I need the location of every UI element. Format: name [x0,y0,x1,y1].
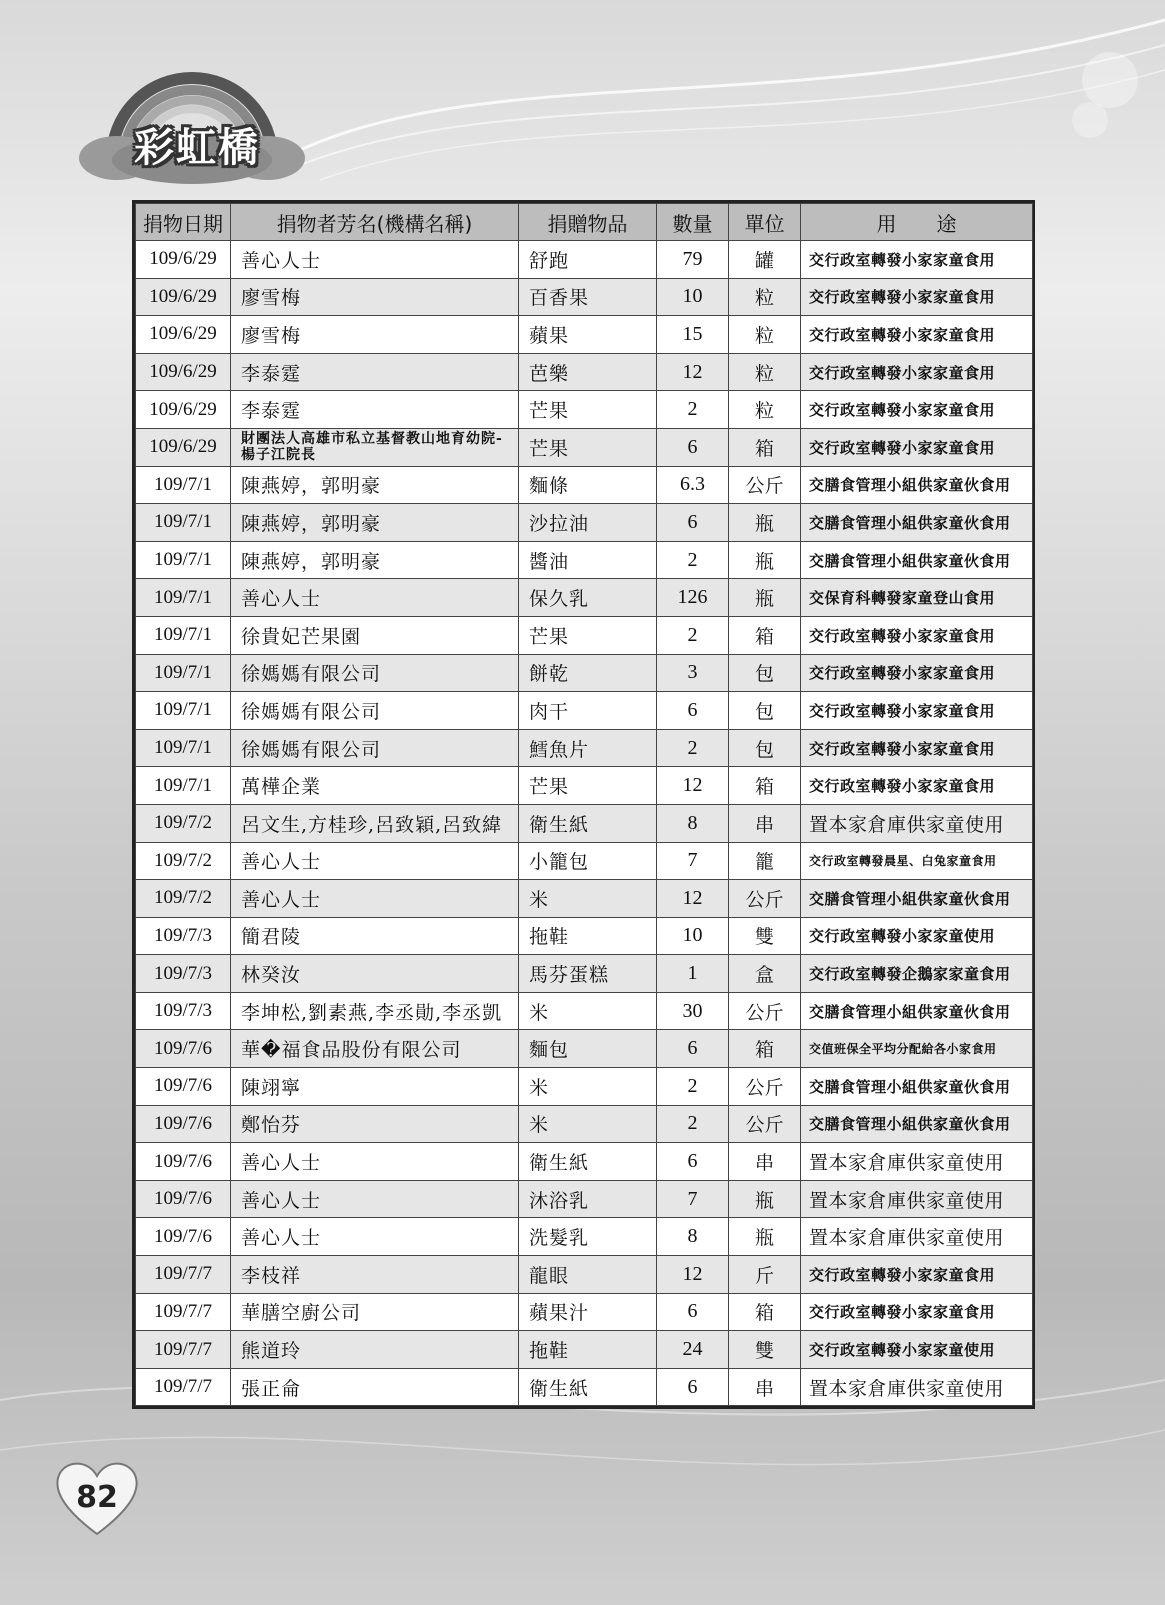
cell-date: 109/7/3 [136,917,231,955]
cell-date: 109/7/7 [136,1331,231,1369]
cell-unit: 串 [729,1368,801,1406]
cell-donor: 李泰霆 [231,391,519,429]
cell-unit: 公斤 [729,1105,801,1143]
page-number-badge [52,1458,142,1538]
cell-date: 109/7/6 [136,1180,231,1218]
cell-date: 109/7/6 [136,1218,231,1256]
table-row [136,1293,1033,1331]
table-row [136,278,1033,316]
table-body [136,241,1033,1406]
cell-quantity: 3 [657,654,729,692]
cell-usage: 交行政室轉發小家家童食用 [801,428,1033,466]
cell-unit: 串 [729,1143,801,1181]
cell-usage: 交行政室轉發小家家童食用 [801,391,1033,429]
cell-item: 麵包 [519,1030,657,1068]
cell-usage: 交行政室轉發小家家童食用 [801,241,1033,279]
table-row [136,729,1033,767]
cell-donor: 熊道玲 [231,1331,519,1369]
cell-date: 109/7/6 [136,1068,231,1106]
cell-unit: 雙 [729,917,801,955]
cell-usage: 交膳食管理小組供家童伙食用 [801,541,1033,579]
cell-usage: 置本家倉庫供家童使用 [801,1143,1033,1181]
cell-unit: 瓶 [729,579,801,617]
cell-donor: 林癸汝 [231,955,519,993]
cell-unit: 串 [729,804,801,842]
cell-unit: 斤 [729,1256,801,1294]
table-row [136,541,1033,579]
cell-date: 109/7/1 [136,579,231,617]
cell-donor: 陳燕婷，郭明豪 [231,504,519,542]
cell-usage: 置本家倉庫供家童使用 [801,1180,1033,1218]
table-row [136,804,1033,842]
cell-donor: 鄭怡芬 [231,1105,519,1143]
cell-unit: 箱 [729,428,801,466]
cell-quantity: 12 [657,767,729,805]
cell-item: 醬油 [519,541,657,579]
cell-quantity: 8 [657,804,729,842]
cell-item: 小籠包 [519,842,657,880]
cell-item: 芒果 [519,767,657,805]
table-row [136,1143,1033,1181]
cell-usage: 交膳食管理小組供家童伙食用 [801,992,1033,1030]
cell-item: 拖鞋 [519,1331,657,1369]
cell-item: 芒果 [519,428,657,466]
cell-usage: 置本家倉庫供家童使用 [801,804,1033,842]
cell-unit: 包 [729,729,801,767]
cell-item: 馬芬蛋糕 [519,955,657,993]
cell-quantity: 30 [657,992,729,1030]
cell-quantity: 15 [657,316,729,354]
cell-unit: 罐 [729,241,801,279]
cell-donor: 李坤松,劉素燕,李丞勛,李丞凱 [231,992,519,1030]
cell-unit: 瓶 [729,541,801,579]
cell-donor: 徐媽媽有限公司 [231,692,519,730]
cell-item: 蘋果 [519,316,657,354]
cell-quantity: 2 [657,391,729,429]
table-row [136,880,1033,918]
cell-usage: 交行政室轉發小家家童使用 [801,1331,1033,1369]
cell-item: 衛生紙 [519,1368,657,1406]
cell-usage: 交行政室轉發小家家童食用 [801,616,1033,654]
cell-donor: 善心人士 [231,880,519,918]
cell-date: 109/7/3 [136,992,231,1030]
table-row [136,616,1033,654]
cell-item: 鱈魚片 [519,729,657,767]
cell-item: 沙拉油 [519,504,657,542]
cell-usage: 交行政室轉發小家家童食用 [801,278,1033,316]
cell-date: 109/7/2 [136,804,231,842]
cell-quantity: 7 [657,842,729,880]
cell-unit: 瓶 [729,1218,801,1256]
cell-date: 109/6/29 [136,391,231,429]
table-row [136,1256,1033,1294]
cell-usage: 交行政室轉發企鵝家家童食用 [801,955,1033,993]
cell-donor: 廖雪梅 [231,278,519,316]
table-row [136,1068,1033,1106]
cell-date: 109/7/7 [136,1293,231,1331]
donation-table [135,203,1033,1406]
cell-item: 衛生紙 [519,804,657,842]
cell-usage: 交行政室轉發小家家童食用 [801,1293,1033,1331]
cell-quantity: 2 [657,541,729,579]
cell-date: 109/7/1 [136,692,231,730]
table-row [136,842,1033,880]
cell-donor: 簡君陵 [231,917,519,955]
cell-usage: 交行政室轉發小家家童食用 [801,654,1033,692]
cell-item: 保久乳 [519,579,657,617]
cell-unit: 公斤 [729,466,801,504]
cell-quantity: 126 [657,579,729,617]
cell-date: 109/6/29 [136,241,231,279]
table-row [136,353,1033,391]
cell-date: 109/6/29 [136,316,231,354]
cell-unit: 瓶 [729,1180,801,1218]
cell-unit: 粒 [729,278,801,316]
cell-usage: 交行政室轉發小家家童食用 [801,1256,1033,1294]
cell-unit: 箱 [729,767,801,805]
cell-item: 餅乾 [519,654,657,692]
cell-usage: 交行政室轉發小家家童食用 [801,353,1033,391]
cell-unit: 公斤 [729,1068,801,1106]
rainbow-logo [72,48,312,188]
cell-unit: 雙 [729,1331,801,1369]
cell-date: 109/7/1 [136,616,231,654]
table-row [136,504,1033,542]
cell-donor: 善心人士 [231,241,519,279]
cell-quantity: 6 [657,692,729,730]
cell-item: 拖鞋 [519,917,657,955]
cell-date: 109/7/2 [136,880,231,918]
cell-date: 109/6/29 [136,278,231,316]
cell-date: 109/6/29 [136,353,231,391]
logo-title: 彩虹橋 [134,125,260,171]
cell-date: 109/7/1 [136,504,231,542]
cell-donor: 徐貴妃芒果園 [231,616,519,654]
cell-unit: 公斤 [729,992,801,1030]
cell-date: 109/7/6 [136,1030,231,1068]
cell-date: 109/7/1 [136,466,231,504]
cell-usage: 交行政室轉發小家家童食用 [801,729,1033,767]
cell-date: 109/7/2 [136,842,231,880]
table-row [136,428,1033,466]
cell-unit: 包 [729,692,801,730]
cell-quantity: 12 [657,880,729,918]
cell-item: 米 [519,1105,657,1143]
cell-donor: 財團法人高雄市私立基督教山地育幼院-楊子江院長 [231,428,519,466]
cell-donor: 華膳空廚公司 [231,1293,519,1331]
cell-usage: 交膳食管理小組供家童伙食用 [801,1105,1033,1143]
header-donor: 捐物者芳名(機構名稱) [231,204,519,241]
cell-unit: 瓶 [729,504,801,542]
cell-unit: 公斤 [729,880,801,918]
cell-quantity: 10 [657,278,729,316]
cell-item: 麵條 [519,466,657,504]
cell-usage: 置本家倉庫供家童使用 [801,1368,1033,1406]
cell-quantity: 6 [657,504,729,542]
header-usage: 用 途 [801,204,1033,241]
cell-date: 109/7/6 [136,1105,231,1143]
page-number: 82 [76,1480,118,1515]
cell-date: 109/7/3 [136,955,231,993]
cell-date: 109/7/7 [136,1256,231,1294]
table-header-row [136,204,1033,241]
cell-donor: 徐媽媽有限公司 [231,729,519,767]
table-row [136,692,1033,730]
cell-unit: 粒 [729,353,801,391]
table-row [136,767,1033,805]
table-row [136,579,1033,617]
cell-usage: 置本家倉庫供家童使用 [801,1218,1033,1256]
cell-quantity: 1 [657,955,729,993]
cell-donor: 善心人士 [231,1180,519,1218]
cell-item: 洗髮乳 [519,1218,657,1256]
cell-item: 蘋果汁 [519,1293,657,1331]
header-unit: 單位 [729,204,801,241]
cell-item: 百香果 [519,278,657,316]
cell-unit: 籠 [729,842,801,880]
cell-date: 109/7/1 [136,729,231,767]
cell-quantity: 7 [657,1180,729,1218]
cell-donor: 善心人士 [231,1143,519,1181]
cell-unit: 包 [729,654,801,692]
header-quantity: 數量 [657,204,729,241]
cell-quantity: 6 [657,428,729,466]
table-row [136,1105,1033,1143]
cell-donor: 張正侖 [231,1368,519,1406]
cell-item: 米 [519,880,657,918]
cell-donor: 李枝祥 [231,1256,519,1294]
cell-quantity: 6 [657,1030,729,1068]
table-row [136,654,1033,692]
cell-item: 龍眼 [519,1256,657,1294]
cell-quantity: 10 [657,917,729,955]
cell-usage: 交行政室轉發小家家童食用 [801,767,1033,805]
cell-donor: 萬樺企業 [231,767,519,805]
cell-usage: 交膳食管理小組供家童伙食用 [801,504,1033,542]
cell-donor: 陳燕婷，郭明豪 [231,541,519,579]
table-row [136,1218,1033,1256]
cell-donor: 廖雪梅 [231,316,519,354]
cell-date: 109/7/1 [136,654,231,692]
cell-donor: 善心人士 [231,579,519,617]
cell-quantity: 2 [657,1105,729,1143]
cell-donor: 徐媽媽有限公司 [231,654,519,692]
table-row [136,1368,1033,1406]
cell-item: 米 [519,992,657,1030]
cell-usage: 交行政室轉發小家家童食用 [801,316,1033,354]
cell-usage: 交膳食管理小組供家童伙食用 [801,466,1033,504]
cell-item: 舒跑 [519,241,657,279]
cell-quantity: 6.3 [657,466,729,504]
cell-quantity: 12 [657,1256,729,1294]
cell-donor: 善心人士 [231,842,519,880]
table-row [136,992,1033,1030]
cell-quantity: 24 [657,1331,729,1369]
cell-donor: 陳翊寧 [231,1068,519,1106]
cell-quantity: 8 [657,1218,729,1256]
cell-quantity: 6 [657,1368,729,1406]
table-row [136,955,1033,993]
cell-item: 芒果 [519,391,657,429]
cell-item: 沐浴乳 [519,1180,657,1218]
donation-table-container [132,200,1035,1409]
cell-donor: 呂文生,方桂珍,呂致穎,呂致緯 [231,804,519,842]
table-row [136,391,1033,429]
cell-item: 肉干 [519,692,657,730]
table-row [136,241,1033,279]
cell-donor: 李泰霆 [231,353,519,391]
cell-unit: 箱 [729,616,801,654]
cell-date: 109/7/6 [136,1143,231,1181]
cell-quantity: 12 [657,353,729,391]
cell-usage: 交行政室轉發小家家童食用 [801,692,1033,730]
header-date: 捐物日期 [136,204,231,241]
table-row [136,1030,1033,1068]
table-row [136,917,1033,955]
cell-usage: 交行政室轉發小家家童使用 [801,917,1033,955]
table-row [136,316,1033,354]
cell-usage: 交膳食管理小組供家童伙食用 [801,1068,1033,1106]
cell-quantity: 6 [657,1293,729,1331]
cell-item: 芭樂 [519,353,657,391]
cell-quantity: 6 [657,1143,729,1181]
cell-unit: 粒 [729,316,801,354]
table-row [136,1331,1033,1369]
cell-donor: 陳燕婷，郭明豪 [231,466,519,504]
cell-usage: 交保育科轉發家童登山食用 [801,579,1033,617]
cell-quantity: 2 [657,616,729,654]
cell-unit: 盒 [729,955,801,993]
cell-item: 衛生紙 [519,1143,657,1181]
cell-unit: 粒 [729,391,801,429]
cell-usage: 交膳食管理小組供家童伙食用 [801,880,1033,918]
table-row [136,1180,1033,1218]
cell-usage: 交行政室轉發晨星、白兔家童食用 [801,842,1033,880]
cell-quantity: 2 [657,1068,729,1106]
cell-date: 109/7/1 [136,541,231,579]
cell-usage: 交值班保全平均分配給各小家食用 [801,1030,1033,1068]
cell-donor: 善心人士 [231,1218,519,1256]
cell-unit: 箱 [729,1030,801,1068]
table-row [136,466,1033,504]
header-item: 捐贈物品 [519,204,657,241]
cell-donor: 華�福食品股份有限公司 [231,1030,519,1068]
cell-item: 芒果 [519,616,657,654]
cell-quantity: 2 [657,729,729,767]
cell-item: 米 [519,1068,657,1106]
cell-quantity: 79 [657,241,729,279]
cell-date: 109/7/1 [136,767,231,805]
cell-date: 109/6/29 [136,428,231,466]
cell-date: 109/7/7 [136,1368,231,1406]
cell-unit: 箱 [729,1293,801,1331]
